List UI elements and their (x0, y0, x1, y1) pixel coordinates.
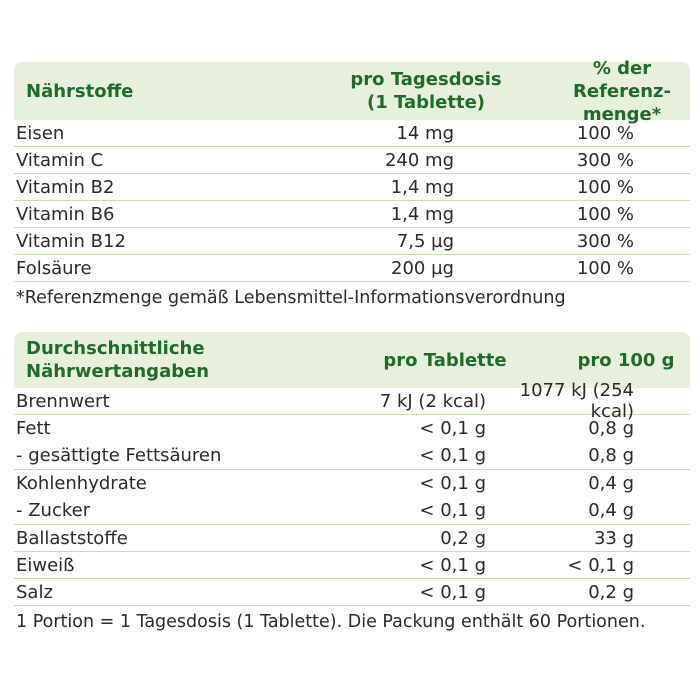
header-reference-percent: % der Referenz- menge* (573, 57, 671, 125)
table-row: Brennwert 7 kJ (2 kcal) 1077 kJ (254 kcal) (14, 388, 690, 415)
table-row: Kohlenhydrate < 0,1 g 0,4 g (16, 473, 634, 494)
table-row: Ballaststoffe 0,2 g 33 g (14, 525, 690, 552)
table-row: Vitamin C 240 mg 300 % (14, 147, 690, 174)
table-row: Eisen 14 mg 100 % (14, 120, 690, 147)
table-row: Vitamin B12 7,5 µg 300 % (14, 228, 690, 255)
header-nutrients: Nährstoffe (26, 80, 134, 102)
fat-group (14, 415, 690, 470)
table-row: Fett < 0,1 g 0,8 g (16, 418, 634, 439)
table-row: Salz < 0,1 g 0,2 g (14, 579, 690, 606)
table-row: Vitamin B2 1,4 mg 100 % (14, 174, 690, 201)
header-average-values: Durchschnittliche Nährwertangaben (26, 338, 210, 382)
table-row: - gesättigte Fettsäuren < 0,1 g 0,8 g (16, 445, 634, 466)
nutrition-values-table (14, 332, 690, 642)
header-per-daily-dose: pro Tagesdosis (1 Tablette) (350, 69, 502, 113)
table-row: - Zucker < 0,1 g 0,4 g (16, 500, 634, 521)
nutrients-table-header (14, 57, 690, 125)
reference-footnote: *Referenzmenge gemäß Lebensmittel-Informationsverordnung (16, 288, 566, 308)
nutrients-table-body (14, 120, 690, 282)
header-per-tablet: pro Tablette (383, 349, 507, 371)
table-row: Folsäure 200 µg 100 % (14, 255, 690, 282)
nutrition-panel (14, 57, 690, 642)
carbohydrate-group (14, 470, 690, 525)
portion-footnote: 1 Portion = 1 Tagesdosis (1 Tablette). Die Packung enthält 60 Portionen. (16, 612, 646, 632)
header-per-100g: pro 100 g (577, 349, 675, 371)
table-row: Eiweiß < 0,1 g < 0,1 g (14, 552, 690, 579)
table-row: Vitamin B6 1,4 mg 100 % (14, 201, 690, 228)
